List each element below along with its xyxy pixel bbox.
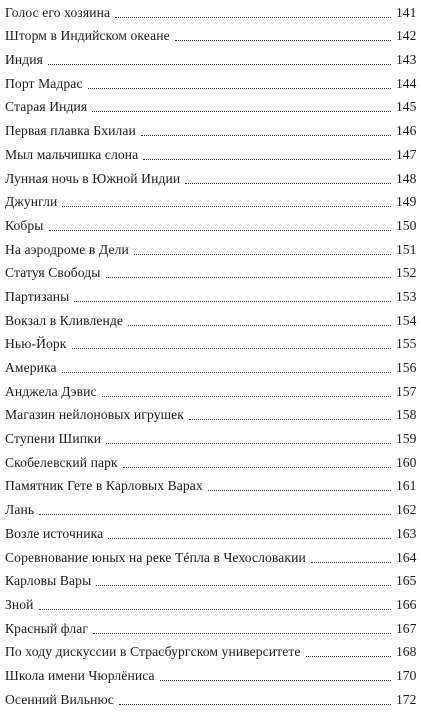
toc-entry-page: 166 — [396, 596, 417, 612]
toc-entry — [5, 546, 416, 570]
toc-entry — [5, 309, 416, 333]
dot-leader — [128, 325, 391, 326]
toc-entry — [5, 214, 416, 238]
toc-entry-page: 162 — [396, 502, 417, 518]
toc-entry-page: 150 — [396, 217, 417, 233]
dot-leader — [39, 609, 391, 610]
toc-entry — [5, 167, 416, 191]
toc-entry — [5, 451, 416, 475]
toc-entry-title: Карловы Вары — [5, 573, 92, 589]
toc-entry — [5, 356, 416, 380]
dot-leader — [74, 301, 391, 302]
dot-leader — [93, 633, 391, 634]
toc-entry-title: Голос его хозяина — [5, 4, 111, 20]
dot-leader — [143, 159, 391, 160]
table-of-contents — [5, 1, 416, 712]
dot-leader — [102, 396, 391, 397]
toc-entry-page: 159 — [396, 431, 417, 447]
toc-entry-page: 144 — [396, 75, 417, 91]
toc-entry-page: 157 — [396, 383, 417, 399]
toc-entry — [5, 333, 416, 357]
toc-entry-page: 164 — [396, 549, 417, 565]
toc-entry-title: Памятник Гете в Карловых Варах — [5, 478, 203, 494]
toc-entry — [5, 641, 416, 665]
dot-leader — [106, 277, 391, 278]
toc-entry-title: Нью-Йорк — [5, 336, 67, 352]
toc-entry-title: Шторм в Индийском океане — [5, 28, 170, 44]
toc-entry-page: 141 — [396, 4, 417, 20]
toc-entry-title: Возле источника — [5, 525, 104, 541]
dot-leader — [106, 443, 391, 444]
toc-entry — [5, 143, 416, 167]
toc-entry — [5, 427, 416, 451]
toc-entry — [5, 498, 416, 522]
toc-entry-page: 160 — [396, 454, 417, 470]
toc-entry-page: 158 — [396, 407, 417, 423]
toc-entry — [5, 380, 416, 404]
toc-entry-title: Старая Индия — [5, 99, 88, 115]
toc-entry-page: 147 — [396, 146, 417, 162]
toc-entry-page: 168 — [396, 644, 417, 660]
toc-entry-title: Магазин нейлоновых игрушек — [5, 407, 184, 423]
dot-leader — [311, 562, 391, 563]
toc-entry-page: 163 — [396, 525, 417, 541]
toc-entry-page: 149 — [396, 194, 417, 210]
dot-leader — [119, 704, 391, 705]
dot-leader — [306, 656, 391, 657]
toc-entry-title: Ступени Шипки — [5, 431, 102, 447]
toc-entry-title: Мыл мальчишка слона — [5, 146, 139, 162]
toc-entry-title: Первая плавка Бхилаи — [5, 123, 136, 139]
dot-leader — [123, 467, 391, 468]
dot-leader — [62, 206, 391, 207]
toc-entry-title: Порт Мадрас — [5, 75, 83, 91]
toc-entry-page: 156 — [396, 360, 417, 375]
toc-entry — [5, 191, 416, 215]
toc-entry — [5, 72, 416, 96]
toc-entry-page: 161 — [396, 478, 417, 494]
toc-entry-page: 155 — [396, 336, 417, 352]
toc-entry — [5, 593, 416, 617]
toc-entry-title: Кобры — [5, 217, 44, 233]
toc-entry-page: 151 — [396, 241, 417, 257]
toc-entry — [5, 238, 416, 262]
dot-leader — [39, 514, 391, 515]
toc-entry — [5, 1, 416, 25]
dot-leader — [62, 372, 391, 373]
toc-entry-page: 152 — [396, 265, 417, 281]
dot-leader — [160, 680, 391, 681]
toc-entry — [5, 522, 416, 546]
toc-entry — [5, 262, 416, 286]
toc-entry-title: Партизаны — [5, 288, 70, 304]
toc-entry-title: Анджела Дэвис — [5, 383, 97, 399]
toc-entry-title: Вокзал в Кливленде — [5, 312, 124, 328]
toc-entry-page: 142 — [396, 28, 417, 44]
toc-entry-page: 153 — [396, 288, 417, 304]
toc-entry-title: Джунгли — [5, 194, 58, 210]
dot-leader — [208, 490, 391, 491]
toc-entry — [5, 119, 416, 143]
dot-leader — [92, 111, 391, 112]
toc-entry — [5, 475, 416, 499]
toc-entry-page: 154 — [396, 312, 417, 328]
dot-leader — [185, 183, 391, 184]
toc-entry-title: Зной — [5, 596, 34, 612]
toc-entry-title: Школа имени Чюрлёниса — [5, 667, 155, 683]
toc-entry — [5, 285, 416, 309]
toc-entry — [5, 664, 416, 688]
dot-leader — [88, 88, 391, 89]
toc-entry-page: 172 — [396, 691, 417, 707]
toc-entry — [5, 25, 416, 49]
toc-entry-page: 143 — [396, 52, 417, 68]
dot-leader — [175, 40, 391, 41]
toc-entry-title: Красный флаг — [5, 620, 89, 636]
toc-entry-page: 170 — [396, 667, 417, 683]
toc-entry — [5, 570, 416, 594]
dot-leader — [96, 585, 391, 586]
toc-entry — [5, 404, 416, 428]
dot-leader — [141, 135, 391, 136]
dot-leader — [48, 64, 391, 65]
toc-entry-title: Соревнование юных на реке Тéпла в Чехословакии — [5, 549, 306, 565]
toc-entry-page: 167 — [396, 620, 417, 636]
toc-entry-title: Лунная ночь в Южной Индии — [5, 170, 181, 186]
toc-entry-title: Америка — [5, 360, 57, 375]
toc-entry-page: 145 — [396, 99, 417, 115]
dot-leader — [189, 419, 391, 420]
toc-entry — [5, 48, 416, 72]
toc-entry-title: Скобелевский парк — [5, 454, 118, 470]
toc-entry-title: Статуя Свободы — [5, 265, 101, 281]
toc-entry-page: 146 — [396, 123, 417, 139]
toc-entry-page: 165 — [396, 573, 417, 589]
toc-entry-title: По ходу дискуссии в Страсбургском университете — [5, 644, 301, 660]
toc-entry-page: 148 — [396, 170, 417, 186]
toc-entry-title: На аэродроме в Дели — [5, 241, 129, 257]
dot-leader — [108, 538, 391, 539]
dot-leader — [49, 230, 391, 231]
toc-entry-title: Лань — [5, 502, 35, 518]
dot-leader — [115, 17, 391, 18]
dot-leader — [72, 348, 391, 349]
toc-entry-title: Индия — [5, 52, 44, 68]
toc-entry-title: Осенний Вильнюс — [5, 691, 114, 707]
toc-entry — [5, 96, 416, 120]
toc-entry — [5, 617, 416, 641]
dot-leader — [134, 254, 391, 255]
